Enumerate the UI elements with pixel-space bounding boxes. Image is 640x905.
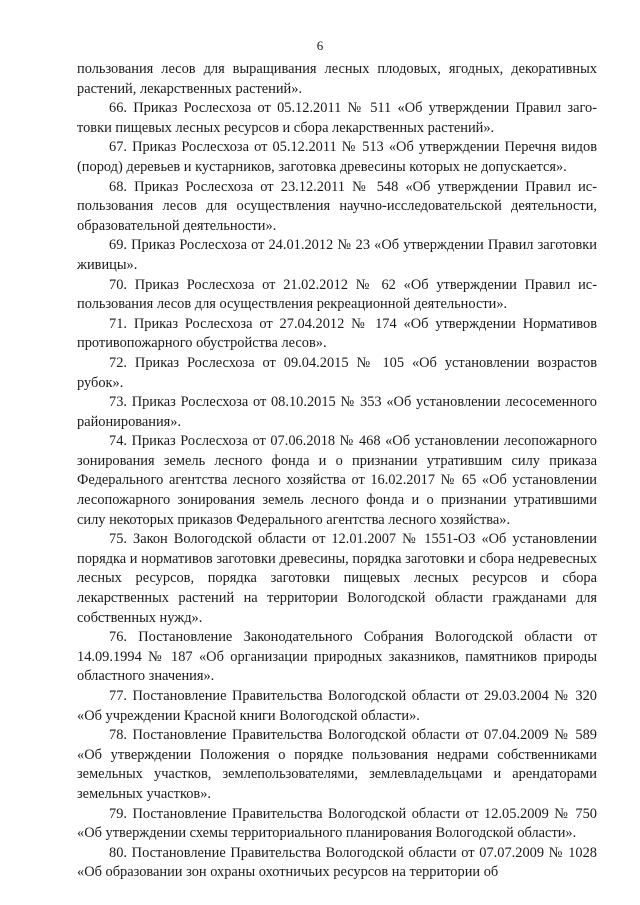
- list-item-72: 72. Приказ Рослесхоза от 09.04.2015 № 105 «Об установлении возрастов рубок».: [77, 354, 597, 391]
- list-item-74: 74. Приказ Рослесхоза от 07.06.2018 № 468 «Об установлении лесопожарного зонирования земель лесного фонда и о признании утратившим силу приказа Федерального агентства лесного хозяйства от 16.02.2017 № 65 «Об установлении лесопожарного зонирования земель лесного фонда и о признании утратившими силу некоторых приказов Федерального агентства лесного хозяйства».: [77, 433, 597, 528]
- list-item-75: 75. Закон Вологодской области от 12.01.2007 № 1551-ОЗ «Об установлении порядка и нормативов заготовки древесины, порядка заготовки и сбора недревесных лесных ресурсов, порядка заготовки пищевых лесных ресурсов и сбора лекарственных растений на территории Вологодской области гражданами для собственных нужд».: [77, 531, 597, 626]
- list-item-77: 77. Постановление Правительства Вологодской области от 29.03.2004 № 320 «Об учреждении Красной книги Вологодской области».: [77, 688, 597, 724]
- list-item-73: 73. Приказ Рослесхоза от 08.10.2015 № 353 «Об установлении лесосеменного районирования».: [77, 394, 597, 430]
- list-item-79: 79. Постановление Правительства Вологодской области от 12.05.2009 № 750 «Об утверждении схемы территориального планирования Вологодской области».: [77, 805, 597, 842]
- list-item-78: 78. Постановление Правительства Вологодской области от 07.04.2009 № 589 «Об утверждении Положения о порядке пользования недрами собственниками земельных участков, землепользователями, землевладельцами и арендаторами земельных участков».: [77, 727, 597, 802]
- list-item-68: 68. Приказ Рослесхоза от 23.12.2011 № 548 «Об утверждении Правил использования лесов для осуществления научно-исследовательской деятельности, образовательной деятельности».: [77, 178, 597, 234]
- page-number: 6: [316, 38, 324, 53]
- list-item-76: 76. Постановление Законодательного Собрания Вологодской области от 14.09.1994 № 187 «Об организации природных заказников, памятников природы областного значения».: [77, 629, 597, 685]
- paragraph-continuation: пользования лесов для выращивания лесных плодовых, ягодных, декоративных растений, лекарственных растений».: [77, 61, 597, 97]
- list-item-67: 67. Приказ Рослесхоза от 05.12.2011 № 513 «Об утверждении Перечня видов (пород) деревьев и кустарников, заготовка древесины которых не допускается».: [77, 139, 597, 175]
- list-item-66: 66. Приказ Рослесхоза от 05.12.2011 № 511 «Об утверждении Правил заготовки пищевых лесных ресурсов и сбора лекарственных растений».: [77, 100, 597, 136]
- list-item-71: 71. Приказ Рослесхоза от 27.04.2012 № 174 «Об утверждении Нормативов противопожарного обустройства лесов».: [77, 315, 597, 352]
- list-item-80: 80. Постановление Правительства Вологодской области от 07.07.2009 № 1028 «Об образовании зон охраны охотничьих ресурсов на территории об: [77, 844, 597, 881]
- list-item-69: 69. Приказ Рослесхоза от 24.01.2012 № 23 «Об утверждении Правил заготовки живицы».: [77, 237, 597, 273]
- list-item-70: 70. Приказ Рослесхоза от 21.02.2012 № 62 «Об утверждении Правил использования лесов для осуществления рекреационной деятельности».: [77, 276, 597, 313]
- document-body: [77, 60, 597, 883]
